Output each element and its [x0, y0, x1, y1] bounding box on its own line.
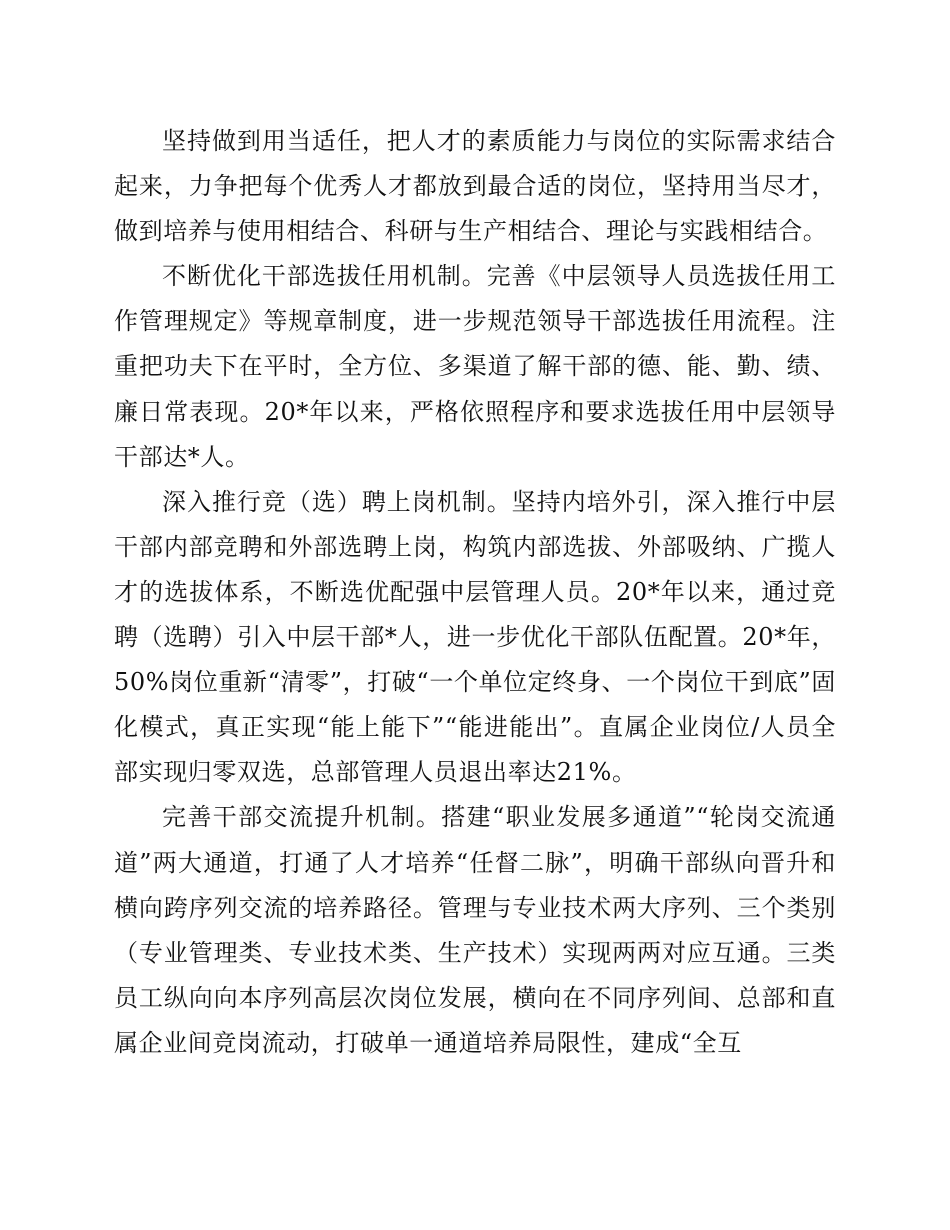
- paragraph-cadre-selection: 不断优化干部选拔任用机制。完善《中层领导人员选拔任用工作管理规定》等规章制度，进一步规范领导干部选拔任用流程。注重把功夫下在平时，全方位、多渠道了解干部的德、能、勤、绩、廉日常表现。20*年以来，严格依照程序和要求选拔任用中层领导干部达*人。: [114, 262, 836, 471]
- paragraph-competitive-hiring: 深入推行竞（选）聘上岗机制。坚持内培外引，深入推行中层干部内部竞聘和外部选聘上岗，构筑内部选拔、外部吸纳、广揽人才的选拔体系，不断选优配强中层管理人员。20*年以来，通过竞聘（选聘）引入中层干部*人，进一步优化干部队伍配置。20*年，50%岗位重新“清零”，打破“一个单位定终身、一个岗位干到底”固化模式，真正实现“能上能下”“能进能出”。直属企业岗位/人员全部实现归零双选，总部管理人员退出率达21%。: [114, 487, 836, 787]
- document-body: [114, 119, 836, 1066]
- paragraph-use-talent: 坚持做到用当适任，把人才的素质能力与岗位的实际需求结合起来，力争把每个优秀人才都放到最合适的岗位，坚持用当尽才，做到培养与使用相结合、科研与生产相结合、理论与实践相结合。: [114, 127, 836, 246]
- paragraph-cadre-exchange: 完善干部交流提升机制。搭建“职业发展多通道”“轮岗交流通道”两大通道，打通了人才培养“任督二脉”，明确干部纵向晋升和横向跨序列交流的培养路径。管理与专业技术两大序列、三个类别（专业管理类、专业技术类、生产技术）实现两两对应互通。三类员工纵向向本序列高层次岗位发展，横向在不同序列间、总部和直属企业间竞岗流动，打破单一通道培养局限性，建成“全互: [114, 803, 836, 1057]
